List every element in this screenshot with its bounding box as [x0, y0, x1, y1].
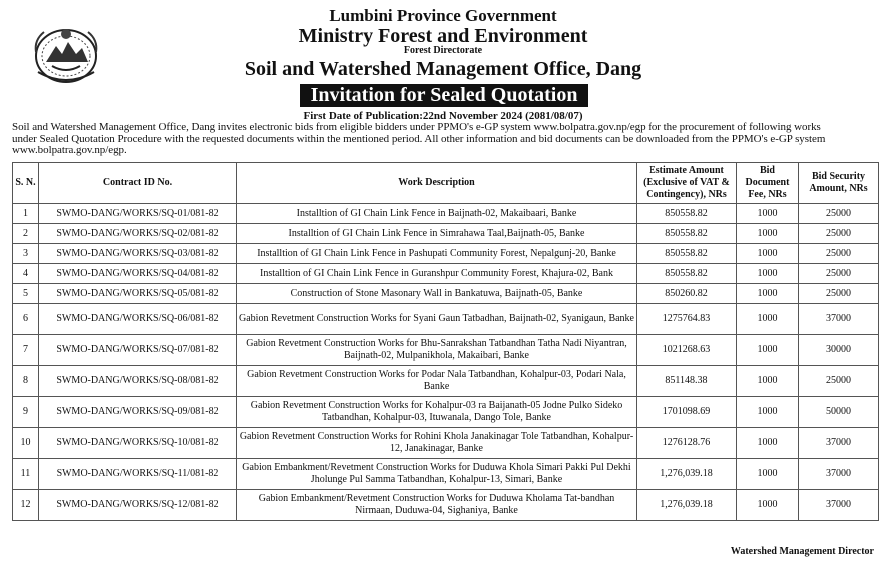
table-body [13, 204, 879, 521]
table-row [13, 490, 879, 521]
cell-work-description: Gabion Revetment Construction Works for Syani Gaun Tatbadhan, Baijnath-02, Syanigaun, Banke [237, 304, 637, 335]
cell-sn: 6 [13, 304, 39, 335]
cell-security: 25000 [799, 244, 879, 264]
cell-sn: 2 [13, 224, 39, 244]
cell-security: 25000 [799, 264, 879, 284]
cell-work-description: Gabion Revetment Construction Works for Rohini Khola Janakinagar Tole Tatbandhan, Kohalpur-12, Janakinagar, Banke [237, 428, 637, 459]
cell-security: 25000 [799, 204, 879, 224]
cell-estimate: 850558.82 [637, 264, 737, 284]
cell-sn: 9 [13, 397, 39, 428]
cell-work-description: Gabion Embankment/Revetment Construction Works for Duduwa Kholama Tat-bandhan Nirmaan, Duduwa-04, Sighaniya, Banke [237, 490, 637, 521]
intro-line: www.bolpatra.gov.np/egp. [12, 144, 127, 157]
cell-work-description: Gabion Revetment Construction Works for Kohalpur-03 ra Baijanath-05 Jodne Pulko Sideko Tatbandhan, Kohalpur-03, Ituwanala, Dango Tole, Banke [237, 397, 637, 428]
cell-sn: 5 [13, 284, 39, 304]
cell-work-description: Installtion of GI Chain Link Fence in Simrahawa Taal,Baijnath-05, Banke [237, 224, 637, 244]
publication-date: First Date of Publication:22nd November 2024 (2081/08/07) [303, 110, 583, 122]
table-row [13, 284, 879, 304]
cell-contract-id: SWMO-DANG/WORKS/SQ-09/081-82 [39, 397, 237, 428]
cell-fee: 1000 [737, 335, 799, 366]
intro-line: Soil and Watershed Management Office, Dang invites electronic bids from eligible bidders under PPMO's e-GP system www.bolpatra.gov.np/egp for the procurement of following works [12, 121, 821, 133]
cell-sn: 4 [13, 264, 39, 284]
cell-fee: 1000 [737, 397, 799, 428]
cell-work-description: Installtion of GI Chain Link Fence in Baijnath-02, Makaibaari, Banke [237, 204, 637, 224]
cell-estimate: 850558.82 [637, 224, 737, 244]
table-row [13, 459, 879, 490]
cell-security: 25000 [799, 284, 879, 304]
cell-estimate: 850558.82 [637, 244, 737, 264]
cell-fee: 1000 [737, 490, 799, 521]
cell-contract-id: SWMO-DANG/WORKS/SQ-01/081-82 [39, 204, 237, 224]
cell-fee: 1000 [737, 204, 799, 224]
cell-security: 30000 [799, 335, 879, 366]
table-row [13, 204, 879, 224]
cell-fee: 1000 [737, 284, 799, 304]
cell-contract-id: SWMO-DANG/WORKS/SQ-03/081-82 [39, 244, 237, 264]
cell-fee: 1000 [737, 428, 799, 459]
quotation-table [12, 162, 879, 521]
cell-work-description: Construction of Stone Masonary Wall in Bankatuwa, Baijnath-05, Banke [237, 284, 637, 304]
table-row [13, 244, 879, 264]
table-row [13, 335, 879, 366]
cell-contract-id: SWMO-DANG/WORKS/SQ-04/081-82 [39, 264, 237, 284]
cell-contract-id: SWMO-DANG/WORKS/SQ-02/081-82 [39, 224, 237, 244]
cell-contract-id: SWMO-DANG/WORKS/SQ-10/081-82 [39, 428, 237, 459]
cell-estimate: 1275764.83 [637, 304, 737, 335]
cell-estimate: 850558.82 [637, 204, 737, 224]
cell-security: 37000 [799, 490, 879, 521]
cell-work-description: Installtion of GI Chain Link Fence in Pashupati Community Forest, Nepalgunj-20, Banke [237, 244, 637, 264]
col-header-sn: S. N. [13, 163, 39, 204]
table-row [13, 224, 879, 244]
cell-estimate: 1021268.63 [637, 335, 737, 366]
signatory: Watershed Management Director [730, 546, 874, 557]
intro-line: under Sealed Quotation Procedure with the requested documents within the mentioned period. All other information and bid documents can be downloaded from the PPMO's e-GP system [12, 132, 826, 145]
cell-fee: 1000 [737, 224, 799, 244]
cell-sn: 8 [13, 366, 39, 397]
cell-security: 50000 [799, 397, 879, 428]
table-row [13, 397, 879, 428]
ministry-name: Ministry Forest and Environment [298, 25, 588, 47]
cell-fee: 1000 [737, 304, 799, 335]
col-header-bid-security: Bid Security Amount, NRs [799, 163, 879, 204]
cell-estimate: 1,276,039.18 [637, 459, 737, 490]
cell-contract-id: SWMO-DANG/WORKS/SQ-07/081-82 [39, 335, 237, 366]
cell-sn: 12 [13, 490, 39, 521]
intro-paragraph [12, 122, 878, 157]
cell-estimate: 1276128.76 [637, 428, 737, 459]
cell-fee: 1000 [737, 264, 799, 284]
office-name: Soil and Watershed Management Office, Dang [244, 58, 642, 80]
cell-sn: 10 [13, 428, 39, 459]
cell-sn: 1 [13, 204, 39, 224]
cell-estimate: 850260.82 [637, 284, 737, 304]
table-row [13, 304, 879, 335]
cell-fee: 1000 [737, 244, 799, 264]
cell-work-description: Installtion of GI Chain Link Fence in Guranshpur Community Forest, Khajura-02, Bank [237, 264, 637, 284]
notice-title-banner: Invitation for Sealed Quotation [300, 84, 588, 107]
cell-sn: 11 [13, 459, 39, 490]
cell-estimate: 1701098.69 [637, 397, 737, 428]
cell-security: 37000 [799, 304, 879, 335]
col-header-work-description: Work Description [237, 163, 637, 204]
cell-work-description: Gabion Revetment Construction Works for Podar Nala Tatbandhan, Kohalpur-03, Podari Nala, Banke [237, 366, 637, 397]
cell-contract-id: SWMO-DANG/WORKS/SQ-06/081-82 [39, 304, 237, 335]
cell-fee: 1000 [737, 459, 799, 490]
cell-security: 25000 [799, 366, 879, 397]
cell-work-description: Gabion Revetment Construction Works for Bhu-Sanrakshan Tatbandhan Tatha Nadi Niyantran, Baijnath-02, Mulpanikhola, Makaibari, Banke [237, 335, 637, 366]
cell-security: 25000 [799, 224, 879, 244]
col-header-contract-id: Contract ID No. [39, 163, 237, 204]
directorate-name: Forest Directorate [403, 45, 483, 56]
cell-security: 37000 [799, 459, 879, 490]
table-row [13, 264, 879, 284]
table-row [13, 428, 879, 459]
cell-sn: 3 [13, 244, 39, 264]
cell-estimate: 1,276,039.18 [637, 490, 737, 521]
cell-work-description: Gabion Embankment/Revetment Construction Works for Duduwa Khola Simari Pakki Pul Dekhi Jholunge Pul Samma Tatbandhan, Kohalpur-13, Simari, Banke [237, 459, 637, 490]
cell-estimate: 851148.38 [637, 366, 737, 397]
col-header-estimate-amount: Estimate Amount (Exclusive of VAT & Contingency), NRs [637, 163, 737, 204]
table-header-row [13, 163, 879, 204]
cell-contract-id: SWMO-DANG/WORKS/SQ-12/081-82 [39, 490, 237, 521]
cell-contract-id: SWMO-DANG/WORKS/SQ-08/081-82 [39, 366, 237, 397]
cell-security: 37000 [799, 428, 879, 459]
cell-contract-id: SWMO-DANG/WORKS/SQ-11/081-82 [39, 459, 237, 490]
table-row [13, 366, 879, 397]
cell-contract-id: SWMO-DANG/WORKS/SQ-05/081-82 [39, 284, 237, 304]
cell-sn: 7 [13, 335, 39, 366]
province-name: Lumbini Province Government [329, 6, 557, 25]
col-header-bid-document-fee: Bid Document Fee, NRs [737, 163, 799, 204]
cell-fee: 1000 [737, 366, 799, 397]
